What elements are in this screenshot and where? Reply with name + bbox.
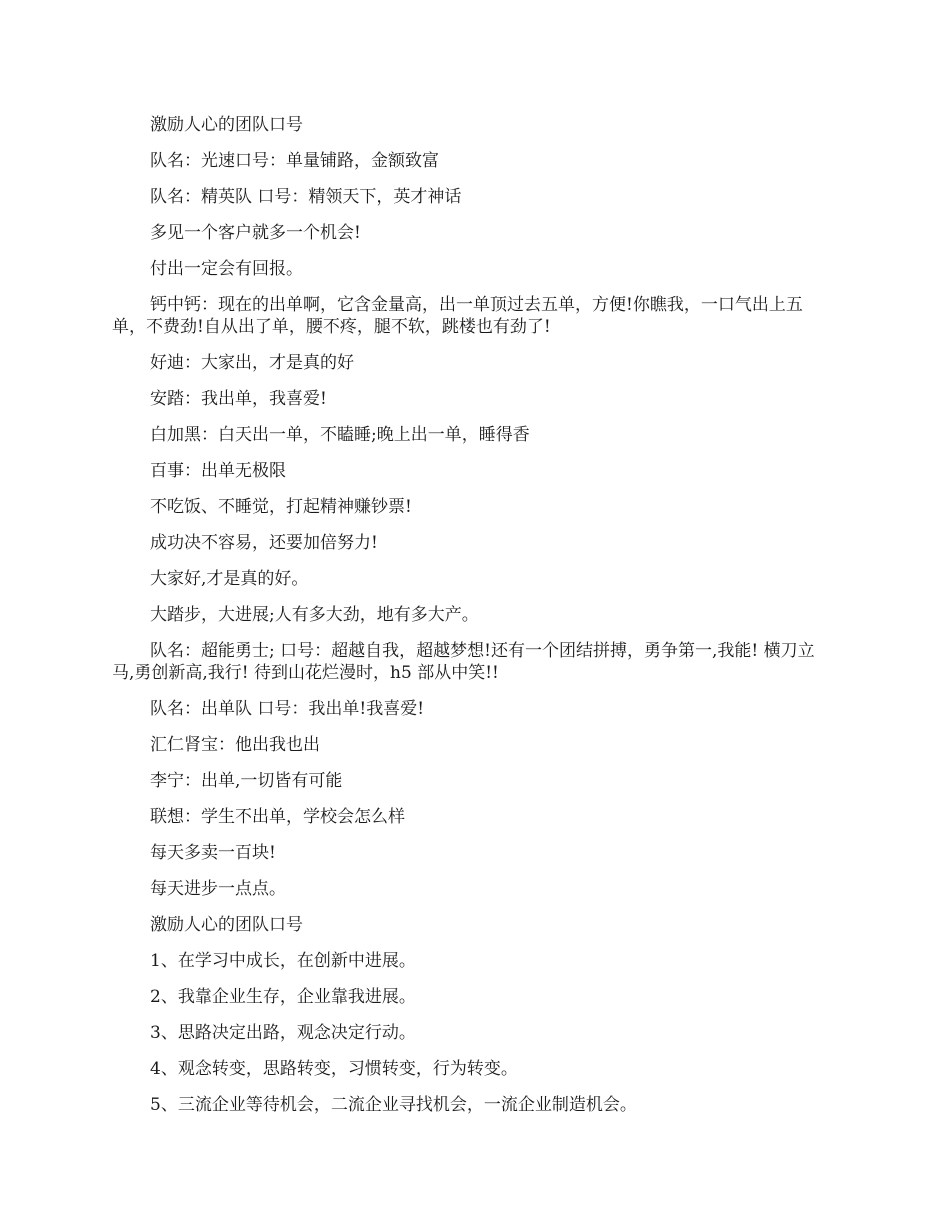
paragraph: 联想：学生不出单，学校会怎么样: [150, 807, 405, 827]
paragraph: 队名：出单队 口号：我出单!我喜爱!: [150, 699, 425, 719]
paragraph: 汇仁肾宝：他出我也出: [150, 735, 320, 755]
list-item: 5、三流企业等待机会，二流企业寻找机会，一流企业制造机会。: [150, 1095, 637, 1115]
paragraph: 白加黑：白天出一单，不瞌睡;晚上出一单，睡得香: [150, 425, 530, 445]
paragraph: 成功决不容易，还要加倍努力!: [150, 533, 378, 553]
list-item: 4、观念转变，思路转变，习惯转变，行为转变。: [150, 1059, 518, 1079]
paragraph: 队名：光速口号：单量铺路，金额致富: [150, 151, 439, 171]
paragraph: 队名：超能勇士; 口号：超越自我，超越梦想!还有一个团结拼搏，勇争第一,我能! 横刀立马,勇创新高,我行! 待到山花烂漫时，h5 部从中笑!!: [112, 641, 815, 683]
paragraph: 大家好,才是真的好。: [150, 569, 309, 589]
paragraph: 百事：出单无极限: [150, 461, 286, 481]
paragraph: 付出一定会有回报。: [150, 259, 303, 279]
paragraph: 好迪：大家出，才是真的好: [150, 353, 354, 373]
paragraph: 每天进步一点点。: [150, 879, 286, 899]
paragraph: 大踏步，大进展;人有多大劲，地有多大产。: [150, 605, 479, 625]
section-heading: 激励人心的团队口号: [150, 915, 303, 935]
paragraph: 李宁：出单,一切皆有可能: [150, 771, 343, 791]
paragraph: 多见一个客户就多一个机会!: [150, 223, 361, 243]
list-item: 3、思路决定出路，观念决定行动。: [150, 1023, 416, 1043]
list-item: 1、在学习中成长，在创新中进展。: [150, 951, 416, 971]
paragraph: 不吃饭、不睡觉，打起精神赚钞票!: [150, 497, 412, 517]
document-body: [112, 114, 832, 1130]
paragraph: 队名：精英队 口号：精领天下，英才神话: [150, 187, 462, 207]
paragraph: 钙中钙：现在的出单啊，它含金量高，出一单顶过去五单，方便!你瞧我，一口气出上五单，不费劲!自从出了单，腰不疼，腿不软，跳楼也有劲了!: [112, 295, 803, 337]
section-heading: 激励人心的团队口号: [150, 115, 303, 135]
paragraph: 每天多卖一百块!: [150, 843, 276, 863]
list-item: 2、我靠企业生存，企业靠我进展。: [150, 987, 416, 1007]
paragraph: 安踏：我出单，我喜爱!: [150, 389, 327, 409]
